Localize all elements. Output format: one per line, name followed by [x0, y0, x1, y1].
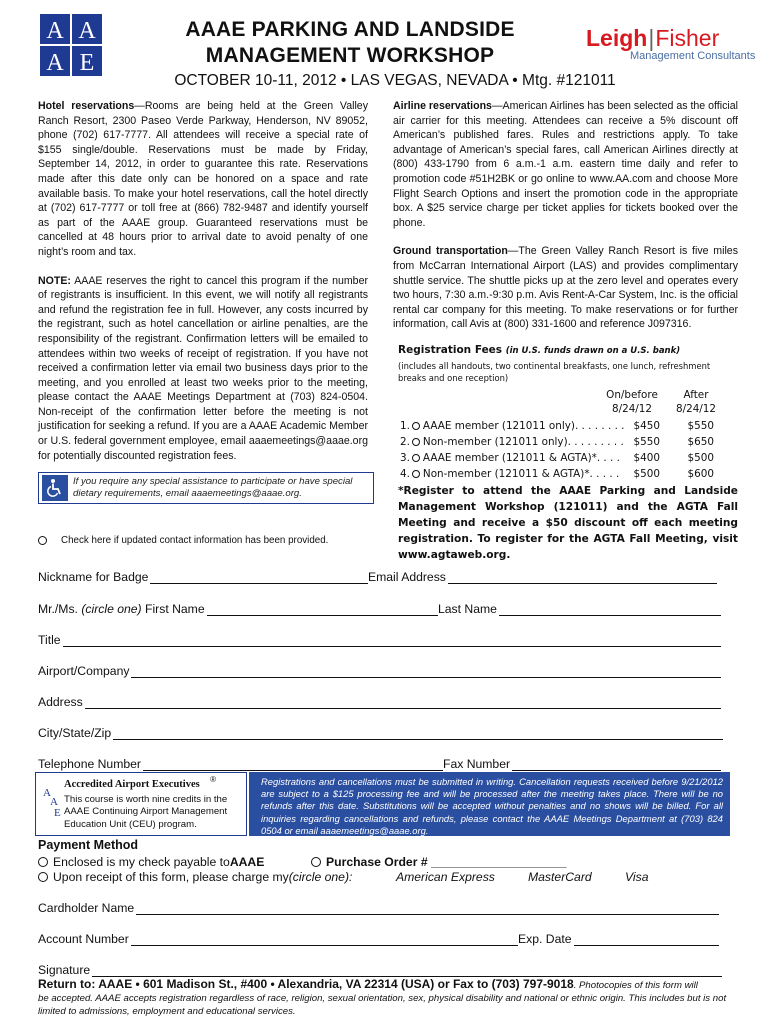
po-radio[interactable]	[311, 857, 321, 867]
first-name-line[interactable]	[207, 604, 438, 616]
workshop-title	[150, 17, 550, 69]
airline-paragraph	[393, 99, 738, 230]
charge-circle-one: (circle one):	[288, 870, 353, 884]
svg-text:A: A	[46, 50, 64, 76]
fee-num: 3.	[400, 452, 410, 464]
title-line-2: MANAGEMENT WORKSHOP	[205, 44, 495, 67]
telephone-line[interactable]	[143, 759, 443, 771]
fees-includes: (includes all handouts, two continental breakfasts, one lunch, refreshment breaks and one reception)	[398, 361, 711, 383]
fee-after: $650	[687, 436, 714, 448]
payment-title: Payment Method	[38, 838, 139, 852]
fee-row	[398, 418, 738, 434]
ground-paragraph	[393, 244, 738, 332]
mastercard-option[interactable]: MasterCard	[528, 870, 592, 884]
return-tail: . Photocopies of this form will	[573, 980, 698, 991]
visa-option[interactable]: Visa	[625, 870, 649, 884]
ground-text: —The Green Valley Ranch Resort is five miles from McCarran International Airport (LAS) and provides complimentary shuttle service. The shuttle picks up at the zero level and operates every two hours, 7:30 a.m.-9:30 p.m. Avis Rent-A-Car System, Inc. is the official rental car company for this meeting. To make reservations or for further information, call Avis at (800) 331-1600 and reference J097316.	[393, 245, 738, 331]
po-row	[311, 855, 567, 869]
fee-desc: AAAE member (121011 only). . . . . . . .	[422, 420, 625, 432]
title-line[interactable]	[63, 635, 721, 647]
cardholder-field[interactable]	[38, 899, 719, 915]
note-text: AAAE reserves the right to cancel this program if the number of registrants is insufficient. In this event, we will notify all registrants and refund the registration fee in full. However, any costs incurred by the registrant, such as hotel cancellation or airline penalties, are the responsibility of the registrant. Confirmation letters will be emailed to attendees within two weeks of receipt of registration. If you have not received a confirmation letter via email two business days prior to the meeting, and you enrolled at least two weeks prior to the meeting, please contact the AAAE Meetings Department at (703) 824-0504. Non-receipt of the confirmation letter before the meeting is not justification for seeking a refund. If you are a AAAE Academic Member or U.S. federal government employee, email aaaemeetings@aaae.org for potentially discounted registration fees.	[38, 274, 368, 462]
hotel-paragraph	[38, 99, 368, 260]
return-address	[38, 977, 738, 993]
charge-row	[38, 870, 352, 884]
aae-small-logo: A A E	[43, 787, 61, 819]
po-line[interactable]: ____________________	[431, 855, 567, 869]
airline-text: —American Airlines has been selected as the official air carrier for this meeting. Attendees can receive a 5% discount off American’s published fares. Rules and restrictions apply. To take advantage of American’s special fares, call American Airlines directly at (800) 433-1790 from 6 a.m.-1 a.m. eastern time daily and refer to promotion code #51H2BK or go online to www.AA.com and choose More Flight Search Options and insert the promotion code in the appropriate box. A $25 service charge per ticket applies for tickets booked over the phone.	[393, 100, 738, 229]
exp-field[interactable]	[518, 930, 719, 946]
lf-fisher: Fisher	[655, 25, 720, 51]
fees-col1-line2: 8/24/12	[611, 403, 653, 415]
special-assistance-box	[38, 472, 374, 504]
check-radio[interactable]	[38, 857, 48, 867]
wheelchair-icon	[42, 475, 68, 501]
airline-lead: Airline reservations	[393, 100, 492, 112]
email-label: Email Address	[368, 570, 446, 584]
amex-option[interactable]: American Express	[396, 870, 495, 884]
fee-num: 2.	[400, 436, 410, 448]
nickname-field[interactable]	[38, 568, 368, 584]
leighfisher-logo: Leigh|Fisher Management Consultants	[586, 25, 756, 62]
nickname-line[interactable]	[150, 572, 368, 584]
city-field[interactable]	[38, 724, 723, 740]
charge-label: Upon receipt of this form, please charge my	[53, 870, 289, 884]
fax-field[interactable]	[443, 755, 721, 771]
fee-after: $500	[687, 452, 714, 464]
charge-radio[interactable]	[38, 872, 48, 882]
ground-lead: Ground transportation	[393, 245, 508, 258]
check-payee: AAAE	[229, 855, 265, 869]
address-label: Address	[38, 695, 83, 709]
workshop-subtitle: OCTOBER 10-11, 2012 • LAS VEGAS, NEVADA • Mtg. #121011	[174, 72, 616, 89]
account-field[interactable]	[38, 930, 518, 946]
airport-field[interactable]	[38, 662, 721, 678]
airport-label: Airport/Company	[38, 664, 130, 678]
circle-one-label: (circle one)	[81, 602, 142, 616]
title-line-1: AAAE PARKING AND LANDSIDE	[185, 18, 515, 41]
fee-option-checkbox[interactable]	[412, 422, 420, 430]
registration-fees	[398, 343, 738, 563]
check-label: Enclosed is my check payable to	[53, 855, 230, 869]
last-name-label: Last Name	[438, 602, 497, 616]
registered-mark: ®	[210, 775, 216, 784]
telephone-label: Telephone Number	[38, 757, 141, 771]
airport-line[interactable]	[131, 666, 721, 678]
cardholder-line[interactable]	[136, 903, 719, 915]
fees-col1-line1: On/before	[606, 389, 658, 401]
hotel-text: —Rooms are being held at the Green Valley Ranch Resort, 2300 Paseo Verde Parkway, Henderson, NV 89052, phone (702) 617-7777. All attendees will receive a special rate of $155 single/double. Reservations must be made by Friday, September 14, 2012, in order to guarantee this rate. Reservations made after this date only can be honored on a space and rate available basis. To make your hotel reservations, call the hotel directly at (702) 617-7777 or toll free at (866) 782-9487 and identify yourself as part of the AAAE group. Guaranteed reservations must be cancelled at 48 hours prior to arrival date to avoid penalty of one night’s room and tax.	[38, 100, 368, 258]
last-name-line[interactable]	[499, 604, 721, 616]
right-column	[393, 99, 738, 346]
fee-before: $450	[633, 420, 660, 432]
accredited-text: This course is worth nine credits in the AAAE Continuing Airport Management Education Unit (CEU) program.	[64, 794, 228, 830]
left-column	[38, 99, 368, 477]
account-line[interactable]	[131, 934, 518, 946]
fees-col2-line2: 8/24/12	[675, 403, 717, 415]
note-paragraph	[38, 274, 368, 464]
signature-label: Signature	[38, 963, 91, 977]
fees-col2-line1: After	[683, 389, 709, 401]
fees-footnote: *Register to attend the AAAE Parking and Landside Management Workshop (121011) and the AGTA Fall Meeting and receive a $50 discount off each meeting registration. To register for the AGTA Fall Meeting, visit www.agtaweb.org.	[398, 485, 738, 561]
title-label: Title	[38, 633, 61, 647]
signature-line[interactable]	[92, 965, 722, 977]
fee-row	[398, 466, 738, 482]
nondiscrimination-statement: be accepted. AAAE accepts registration regardless of race, religion, sexual orientation, sex, physical disability and national or ethnic origin. This includes but is not limited to admissions, employment and educational services.	[38, 993, 727, 1017]
lf-leigh: Leigh	[586, 25, 648, 51]
svg-text:A: A	[46, 18, 64, 44]
cardholder-label: Cardholder Name	[38, 901, 135, 915]
note-lead: NOTE:	[38, 274, 71, 287]
mrms-label: Mr./Ms.	[38, 602, 78, 616]
fee-row	[398, 434, 738, 450]
telephone-field[interactable]	[38, 755, 443, 771]
fee-desc: AAAE member (121011 & AGTA)*. . . .	[422, 452, 620, 464]
fee-desc: Non-member (121011 only). . . . . . . . .	[422, 436, 624, 448]
updated-contact-label: Check here if updated contact information has been provided.	[61, 535, 329, 546]
first-name-field[interactable]	[38, 600, 438, 616]
updated-contact-checkbox[interactable]	[38, 536, 47, 545]
city-line[interactable]	[113, 728, 723, 740]
updated-contact-row	[38, 535, 328, 546]
nickname-label: Nickname for Badge	[38, 570, 149, 584]
hotel-lead: Hotel reservations	[38, 100, 135, 112]
fee-desc: Non-member (121011 & AGTA)*. . . . .	[422, 468, 620, 480]
exp-line[interactable]	[574, 934, 719, 946]
svg-text:E: E	[79, 50, 95, 76]
fee-after: $600	[687, 468, 714, 480]
fee-row	[398, 450, 738, 466]
fee-after: $550	[687, 420, 714, 432]
city-label: City/State/Zip	[38, 726, 112, 740]
return-bold: Return to: AAAE • 601 Madison St., #400 • Alexandria, VA 22314 (USA) or Fax to (703) 797-9018	[38, 977, 574, 991]
fee-option-checkbox[interactable]	[412, 470, 420, 478]
accredited-title: Accredited Airport Executives	[64, 779, 200, 790]
email-field[interactable]	[368, 568, 717, 584]
fees-title-note: (in U.S. funds drawn on a U.S. bank)	[505, 346, 681, 356]
cancellation-policy: Registrations and cancellations must be submitted in writing. Cancellation requests received before 9/21/2012 are subject to a $125 processing fee and will be processed after the meeting takes place. There will be no refunds after this date. Substitutions will be accepted without penalties and no shows will be billed. For all inquiries regarding cancellations and refunds, please contact the AAAE Meetings Department at (703) 824 0504 or email aaaemeetings@aaae.org.	[249, 772, 730, 836]
fax-label: Fax Number	[443, 757, 511, 771]
po-label: Purchase Order #	[326, 855, 428, 869]
fees-title: Registration Fees	[398, 344, 503, 356]
fee-option-checkbox[interactable]	[412, 454, 420, 462]
fees-header	[398, 388, 738, 418]
lf-subtitle: Management Consultants	[630, 50, 756, 62]
first-name-label: First Name	[145, 602, 205, 616]
fax-line[interactable]	[512, 759, 721, 771]
fee-num: 1.	[400, 420, 410, 432]
special-assistance-text: If you require any special assistance to participate or have special dietary requirements, email aaaemeetings@aaae.org.	[73, 476, 353, 499]
fee-option-checkbox[interactable]	[412, 438, 420, 446]
last-name-field[interactable]	[438, 600, 721, 616]
fee-before: $550	[633, 436, 660, 448]
fee-before: $500	[633, 468, 660, 480]
aaae-logo	[40, 14, 102, 76]
address-line[interactable]	[85, 697, 721, 709]
signature-field[interactable]	[38, 961, 722, 977]
email-line[interactable]	[448, 572, 717, 584]
title-field[interactable]	[38, 631, 721, 647]
address-field[interactable]	[38, 693, 721, 709]
check-row	[38, 855, 264, 869]
svg-text:A: A	[78, 18, 96, 44]
exp-label: Exp. Date	[518, 932, 572, 946]
accredited-box	[35, 772, 247, 836]
account-label: Account Number	[38, 932, 129, 946]
fee-before: $400	[633, 452, 660, 464]
fee-num: 4.	[400, 468, 410, 480]
